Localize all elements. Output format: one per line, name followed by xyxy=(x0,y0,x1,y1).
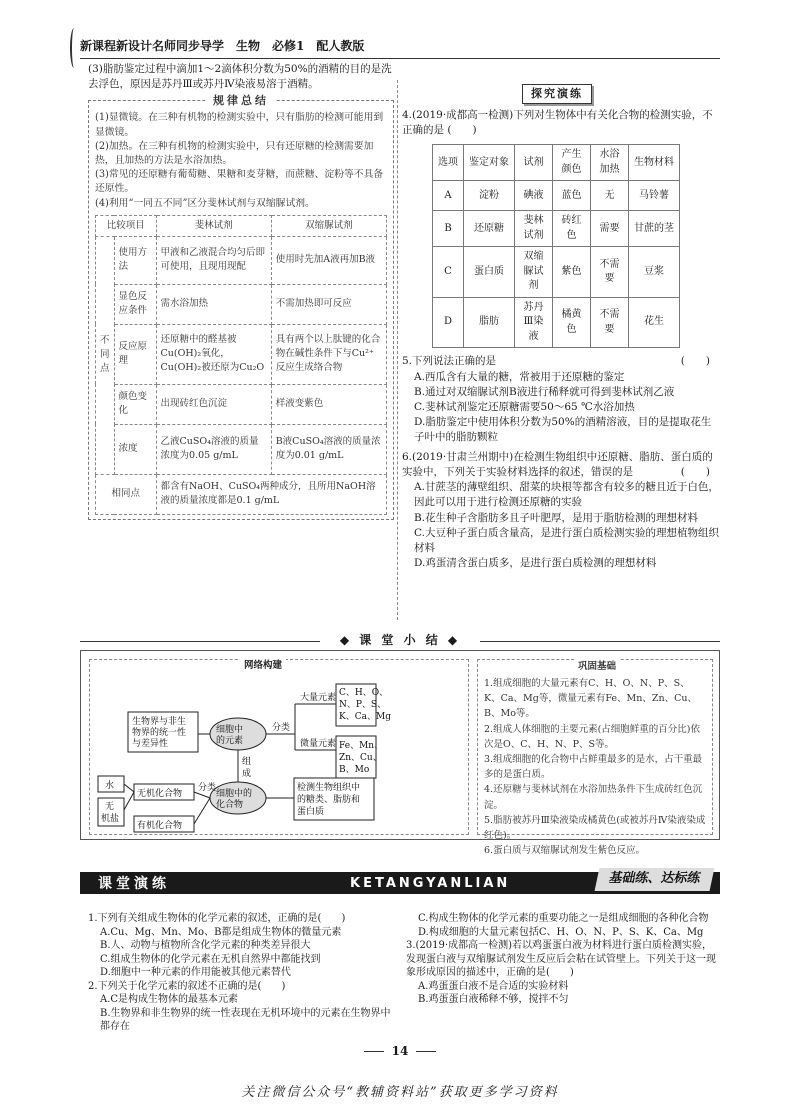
cons-item: 4.还原糖与斐林试剂在水浴加热条件下生成砖红色沉淀。 xyxy=(484,784,703,811)
label-classify-2: 分类 xyxy=(198,783,217,793)
summary-item: (4)利用“一同五不同”区分斐林试剂与双缩脲试剂。 xyxy=(95,197,315,209)
option: D.脂肪鉴定中使用体积分数为50%的酒精溶液，目的是提取花生子叶中的脂肪颗粒 xyxy=(414,416,712,444)
column-divider xyxy=(397,80,398,620)
question-5 xyxy=(402,354,720,369)
label-salt-2: 机盐 xyxy=(101,814,120,824)
micro-list-1: Fe、Mn、 xyxy=(339,741,384,751)
macro-list-2: N、P、S、 xyxy=(339,700,387,710)
summary-item: (1)显微镜。在三种有机物的检测实验中，只有脂肪的检测可能用到显微镜。 xyxy=(95,112,384,138)
q-line: 1.下列有关组成生物体的化学元素的叙述，正确的是( ) xyxy=(88,913,346,924)
table-cell: 花生 xyxy=(629,297,680,348)
table-cell: 苏丹Ⅲ染液 xyxy=(515,297,553,348)
practice-banner xyxy=(80,872,720,894)
cons-item: 3.组成细胞的化合物中占鲜重最多的是水，占干重最多的是蛋白质。 xyxy=(484,753,703,781)
option: B.生物界和非生物界的统一性表现在无机环境中的元素在生物界中都存在 xyxy=(100,1007,391,1032)
option: D.细胞中一种元素的作用能被其他元素替代 xyxy=(100,967,291,978)
concept-map-svg xyxy=(90,660,470,836)
table-cell: 斐林试剂 xyxy=(515,211,553,247)
cons-item: 6.蛋白质与双缩脲试剂发生紫色反应。 xyxy=(484,845,646,857)
table-cell: 淀粉 xyxy=(464,181,515,211)
table-cell: 反应原理 xyxy=(114,324,156,384)
comparison-table xyxy=(95,215,387,515)
table-cell: 碘液 xyxy=(515,181,553,211)
table-cell: 马铃薯 xyxy=(629,181,680,211)
table-cell: 脂肪 xyxy=(464,297,515,348)
table-cell: 豆浆 xyxy=(629,247,680,298)
table-cell: 还原糖中的醛基被Cu(OH)₂氧化，Cu(OH)₂被还原为Cu₂O xyxy=(156,324,271,384)
same-text: 都含有NaOH、CuSO₄两种成分，且所用NaOH溶液的质量浓度都是0.1 g/mL xyxy=(156,474,386,514)
option: A.C是构成生物体的最基本元素 xyxy=(100,994,239,1005)
table-cell: 使用时先加A液再加B液 xyxy=(271,236,386,284)
table-header: 选项 xyxy=(433,145,464,181)
macro-list-3: K、Ca、Mg xyxy=(339,712,391,722)
label-inorganic: 无机化合物 xyxy=(137,789,183,799)
cons-item: 1.组成细胞的大量元素有C、H、O、N、P、S、K、Ca、Mg等，微量元素有Fe、Mn、Zn、Cu、B、Mo等。 xyxy=(484,678,697,720)
table-header: 比较项目 xyxy=(96,215,157,236)
label-organic: 有机化合物 xyxy=(137,821,183,831)
table-cell: 不需加热即可反应 xyxy=(271,284,386,324)
table-cell: C xyxy=(433,247,464,298)
label-unity-1: 生物界与非生 xyxy=(132,717,187,727)
macro-list-1: C、H、O、 xyxy=(339,688,389,698)
banner-tag: 基础练、达标练 xyxy=(595,868,715,891)
option: A.西瓜含有大量的糖，常被用于还原糖的鉴定 xyxy=(414,370,625,383)
table-cell: 不需要 xyxy=(591,297,629,348)
option: C.大豆种子蛋白质含量高，是进行蛋白质检测实验的理想植物组织材料 xyxy=(414,526,719,554)
label-detection-2: 的糖类、脂肪和 xyxy=(297,795,361,805)
left-column xyxy=(88,62,394,520)
micro-list-3: B、Mo xyxy=(339,765,370,775)
micro-list-2: Zn、Cu、 xyxy=(339,753,382,763)
label-water: 水 xyxy=(105,781,115,791)
q-line: 2.下列关于化学元素的叙述不正确的是( ) xyxy=(88,980,286,992)
table-cell: 橘黄色 xyxy=(553,297,591,348)
table-header: 试剂 xyxy=(515,145,553,181)
label-elements-2: 的元素 xyxy=(216,736,244,746)
table-cell: D xyxy=(433,297,464,348)
table-cell: 具有两个以上肽键的化合物在碱性条件下与Cu²⁺反应生成络合物 xyxy=(271,324,386,384)
option: B.花生种子含脂肪多且子叶肥厚，是用于脂肪检测的理想材料 xyxy=(414,511,699,524)
label-detection-3: 蛋白质 xyxy=(297,807,325,817)
right-column xyxy=(402,62,720,571)
table-cell: B xyxy=(433,211,464,247)
banner-pinyin: KETANGYANLIAN xyxy=(350,876,511,891)
table-header: 斐林试剂 xyxy=(156,215,271,236)
table-cell: 甘蔗的茎 xyxy=(629,211,680,247)
question-text: 6.(2019·甘肃兰州期中)在检测生物组织中还原糖、脂肪、蛋白质的实验中，下列关于实验材料选择的叙述，错误的是 xyxy=(402,450,713,478)
summary-box xyxy=(88,94,394,519)
option: A.鸡蛋蛋白液不是合适的实验材料 xyxy=(418,980,569,992)
banner-title: 课堂演练 xyxy=(98,876,170,892)
q4-table xyxy=(432,144,680,348)
label-micro: 微量元素 xyxy=(300,739,337,749)
question-4 xyxy=(402,108,720,138)
option: D.构成细胞的大量元素包括C、H、O、N、P、S、K、Ca、Mg xyxy=(418,926,704,938)
answer-bracket: ( ) xyxy=(447,124,477,137)
table-cell: B液CuSO₄溶液的质量浓度为0.01 g/mL xyxy=(271,424,386,474)
table-cell: 出现砖红色沉淀 xyxy=(156,384,271,424)
summary-title: 规律总结 xyxy=(206,93,276,109)
page-number: 14 xyxy=(0,1043,800,1060)
option: C.斐林试剂鉴定还原糖需要50～65 ℃水浴加热 xyxy=(414,401,635,414)
label-compose-2: 成 xyxy=(242,769,252,779)
label-unity-2: 物界的统一性 xyxy=(132,728,187,738)
label-classify: 分类 xyxy=(272,723,291,733)
table-cell: 显色反应条件 xyxy=(114,284,156,324)
summary-item: (2)加热。在三种有机物的检测实验中，只有还原糖的检测需要加热，且加热的方法是水浴加热。 xyxy=(95,140,374,166)
answer-bracket: ( ) xyxy=(680,355,710,368)
label-unity-3: 与差异性 xyxy=(132,739,169,749)
header-curve xyxy=(70,28,78,68)
table-cell: 颜色变化 xyxy=(114,384,156,424)
table-cell: 蓝色 xyxy=(553,181,591,211)
question-text: 4.(2019·成都高一检测)下列对生物体中有关化合物的检测实验，不正确的是 xyxy=(402,108,713,137)
net-title: 网络构建 xyxy=(240,659,286,673)
table-header: 双缩脲试剂 xyxy=(271,215,386,236)
paragraph-3: (3)脂肪鉴定过程中滴加1～2滴体积分数为50%的酒精的目的是洗去浮色，原因是苏丹Ⅲ或苏丹Ⅳ染液易溶于酒精。 xyxy=(88,63,392,91)
label-elements-1: 细胞中 xyxy=(216,725,244,735)
option: A.Cu、Mg、Mn、Mo、B都是组成生物体的微量元素 xyxy=(100,926,342,938)
cons-item: 2.组成人体细胞的主要元素(占细胞鲜重的百分比)依次是O、C、H、N、P、S等。 xyxy=(484,723,700,750)
label-compose-1: 组 xyxy=(242,757,252,767)
label-compounds-1: 细胞中的 xyxy=(216,789,253,799)
label-compounds-2: 化合物 xyxy=(216,800,244,810)
bottom-left-column xyxy=(88,912,393,1034)
table-cell: 紫色 xyxy=(553,247,591,298)
question-text: 5.下列说法正确的是 xyxy=(402,355,497,368)
consolidation-box xyxy=(477,659,713,857)
table-cell: 双缩脲试剂 xyxy=(515,247,553,298)
option: B.人、动物与植物所含化学元素的种类差异很大 xyxy=(100,940,311,951)
explore-title: 探究演练 xyxy=(522,84,592,104)
option: D.鸡蛋清含蛋白质多，是进行蛋白质检测的理想材料 xyxy=(414,557,657,570)
cons-item: 5.脂肪被苏丹Ⅲ染液染成橘黄色(或被苏丹Ⅳ染液染成红色)。 xyxy=(484,814,706,841)
table-cell: 砖红色 xyxy=(553,211,591,247)
class-summary-box xyxy=(80,650,720,857)
answer-bracket: ( ) xyxy=(680,465,710,478)
table-cell: 乙液CuSO₄溶液的质量浓度为0.05 g/mL xyxy=(156,424,271,474)
label-salt-1: 无 xyxy=(105,802,115,812)
page-header: 新课程新设计名师同步导学 生物 必修1 配人教版 xyxy=(80,38,720,59)
table-cell: A xyxy=(433,181,464,211)
option: B.鸡蛋蛋白液稀释不够，搅拌不匀 xyxy=(418,994,569,1005)
concept-map xyxy=(89,659,469,835)
table-cell: 需要 xyxy=(591,211,629,247)
bottom-right-column xyxy=(406,912,720,1007)
table-cell: 样液变紫色 xyxy=(271,384,386,424)
same-label: 相同点 xyxy=(96,474,157,514)
label-detection-1: 检测生物组织中 xyxy=(297,783,361,793)
table-cell: 蛋白质 xyxy=(464,247,515,298)
table-cell: 需水浴加热 xyxy=(156,284,271,324)
table-header: 水浴加热 xyxy=(591,145,629,181)
footer-note: 关注微信公众号“教辅资料站”获取更多学习资料 xyxy=(241,1085,559,1100)
table-cell: 无 xyxy=(591,181,629,211)
table-cell: 使用方法 xyxy=(114,236,156,284)
table-header: 产生颜色 xyxy=(553,145,591,181)
table-cell: 不需要 xyxy=(591,247,629,298)
class-summary-title: ◆ 课 堂 小 结 ◆ xyxy=(80,632,720,649)
table-header: 鉴定对象 xyxy=(464,145,515,181)
option: C.构成生物体的化学元素的重要功能之一是组成细胞的各种化合物 xyxy=(418,913,709,924)
question-6 xyxy=(402,450,720,480)
table-cell: 还原糖 xyxy=(464,211,515,247)
option: C.组成生物体的化学元素在无机自然界中都能找到 xyxy=(100,953,321,965)
summary-item: (3)常见的还原糖有葡萄糖、果糖和麦芽糖，而蔗糖、淀粉等不具备还原性。 xyxy=(95,169,384,195)
table-cell: 甲液和乙液混合均匀后即可使用，且现用现配 xyxy=(156,236,271,284)
table-header: 生物材料 xyxy=(629,145,680,181)
cons-title: 巩固基础 xyxy=(574,659,620,674)
option: B.通过对双缩脲试剂B液进行稀释就可得到斐林试剂乙液 xyxy=(414,385,675,398)
option: A.甘蔗茎的薄壁组织、甜菜的块根等都含有较多的糖且近于白色，因此可以用于进行检测还原糖的实验 xyxy=(414,481,719,509)
q-line: 3.(2019·成都高一检测)若以鸡蛋蛋白液为材料进行蛋白质检测实验，发现蛋白液与双缩脲试剂发生反应后会粘在试管壁上。下列关于这一现象形成原因的描述中，正确的是( ) xyxy=(406,940,716,978)
table-cell: 浓度 xyxy=(114,424,156,474)
diff-label: 不同点 xyxy=(96,236,115,474)
label-macro: 大量元素 xyxy=(300,693,337,703)
